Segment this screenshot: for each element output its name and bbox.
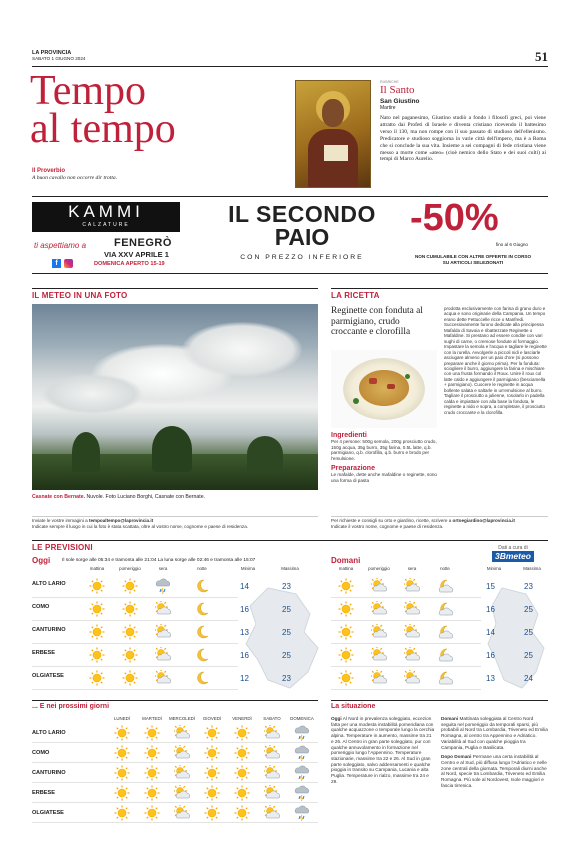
forecast-section-title: LE PREVISIONI	[32, 543, 93, 552]
ad-discount: -50%	[410, 197, 499, 239]
max-temperature: 25	[282, 605, 291, 614]
moon-cloud-icon	[437, 670, 453, 686]
ad-open: DOMENICA APERTO 15-19	[94, 261, 165, 267]
weekday-header: DOMENICA	[290, 716, 314, 721]
min-temperature: 16	[240, 651, 249, 660]
paper-name: LA PROVINCIA	[32, 50, 72, 56]
min-temperature: 13	[486, 674, 495, 683]
min-temperature: 12	[240, 674, 249, 683]
saint-name: San Giustino	[380, 98, 420, 105]
sun-cloud-icon	[264, 725, 280, 741]
sun-icon	[204, 765, 220, 781]
saint-body: Nato nel paganesimo, Giustino studiò a fondo i filosofi greci, poi viene attratto dai Profeti di Israele e diventa cristiano ricevendo il battesimo verso il 130, ma non rompe con il suo passato di studioso dell'ellenismo. Predicatore e studioso soggiornа in varie città dell'impero, ma è a Roma che si conclude la sua vita. Insieme a sei compagni di fede cristiana viene messo a morte come «ateo» (cioè nemico dello Stato e dei suoi culti) ai tempi di Marco Aurelio.	[380, 115, 546, 163]
weekday-header: GIOVEDÌ	[202, 716, 222, 721]
saint-section: Il Santo	[380, 84, 415, 96]
sun-cloud-icon	[155, 670, 171, 686]
proverb	[32, 168, 117, 181]
min-temperature: 16	[486, 605, 495, 614]
sun-cloud-icon	[404, 624, 420, 640]
sun-cloud-icon	[174, 785, 190, 801]
sun-cloud-icon	[404, 647, 420, 663]
max-temperature: 25	[282, 651, 291, 660]
min-temperature: 16	[240, 605, 249, 614]
sun-icon	[234, 725, 250, 741]
masthead	[32, 50, 85, 62]
moon-icon	[194, 647, 210, 663]
sun-icon	[144, 745, 160, 761]
forecast-city: ALTO LARIO	[32, 581, 66, 587]
sun-icon	[144, 785, 160, 801]
max-temperature: 23	[282, 582, 291, 591]
forecast-column-header: sera	[158, 566, 168, 571]
moon-cloud-icon	[437, 578, 453, 594]
sun-cloud-icon	[404, 601, 420, 617]
sun-icon	[114, 805, 130, 821]
sun-icon	[144, 725, 160, 741]
sun-icon	[204, 805, 220, 821]
sun-icon	[89, 647, 105, 663]
sun-moon-times: Il sole sorge alle 05:34 e tramonta alle 21:04 La luna sorge alle 02:46 e tramonta alle 15:07	[62, 558, 256, 563]
sun-icon	[338, 624, 354, 640]
instagram-icon[interactable]	[64, 259, 73, 268]
sun-cloud-icon	[174, 805, 190, 821]
weekday-header: VENERDÌ	[232, 716, 252, 721]
sun-icon	[122, 601, 138, 617]
moon-cloud-icon	[437, 624, 453, 640]
sun-icon	[114, 785, 130, 801]
preparation-text: Le mafalde, dette anche mafaldine o reginette, sono una forma di pasta	[331, 472, 437, 483]
sun-cloud-icon	[155, 624, 171, 640]
sun-cloud-icon	[264, 805, 280, 821]
max-temperature: 25	[524, 651, 533, 660]
recipe-email-link[interactable]: ortoegiardino@laprovincia.it	[452, 518, 515, 523]
proverb-label: Il Proverbio	[32, 168, 66, 174]
moon-cloud-icon	[437, 601, 453, 617]
page-number: 51	[535, 49, 548, 64]
min-temperature: 16	[486, 651, 495, 660]
ingredients-text: Per 4 persone: 500g semola, 200g prosciutto crudo, 150g acqua, 35g burro, 35g farina, 0.5L latte, q.b. parmigiano, q.b. clorofilla, q.b. burro e brodo per l'emulsione.	[331, 439, 437, 461]
sun-cloud-icon	[155, 647, 171, 663]
today-label: Oggi	[32, 556, 51, 565]
forecast-city: OLGIATESE	[32, 673, 64, 679]
sun-icon	[204, 725, 220, 741]
cloud-rain-icon	[155, 578, 171, 594]
sun-cloud-icon	[264, 745, 280, 761]
min-temperature: 14	[240, 582, 249, 591]
sun-cloud-icon	[264, 785, 280, 801]
forecast-city: COMO	[32, 604, 50, 610]
sun-cloud-icon	[264, 765, 280, 781]
weekday-header: LUNEDÌ	[113, 716, 131, 721]
sun-icon	[144, 805, 160, 821]
forecast-column-header: notte	[197, 566, 207, 571]
week-city: COMO	[32, 750, 50, 756]
forecast-column-header: Minima	[240, 566, 256, 571]
max-temperature: 23	[282, 674, 291, 683]
ad-street: VIA XXV APRILE 1	[104, 250, 169, 259]
forecast-column-header: Massima	[281, 566, 299, 571]
situation-tomorrow: Domani Mattinata soleggiata al Centro Nord seguita nel pomeriggio da temporali sparsi, più probabili al Nord tra Lombardia, Triveneto ed Emilia Romagna, al centro tra Appennino e Adriatico. Variabilità al Sud con qualche pioggia tra Campania, Puglia e Basilicata. Dopo Domani Permane una certa instabilità al Centro e al Sud, più diffusa lungo l'Adriatico e nelle zone centrali della giornata. Temporali diurni anche al Nord, specie tra Lombardia, Triveneto ed Emilia Romagna. Più sole al Nordovest, Isole maggiori e fascia tirrenica.	[441, 716, 548, 788]
moon-icon	[194, 578, 210, 594]
max-temperature: 25	[524, 605, 533, 614]
saint-block	[380, 80, 546, 163]
week-city: CANTURINO	[32, 770, 66, 776]
forecast-column-header: mattina	[89, 566, 105, 571]
sun-cloud-icon	[371, 670, 387, 686]
forecast-column-header: pomeriggio	[119, 566, 141, 571]
ad-town: FENEGRÒ	[114, 237, 172, 249]
sun-icon	[122, 647, 138, 663]
forecast-column-header: sera	[407, 566, 417, 571]
recipe-title: Reginette con fonduta al parmigiano, crudo croccante e clorofilla	[331, 306, 423, 338]
sun-cloud-icon	[155, 601, 171, 617]
weather-photo	[32, 304, 318, 490]
section-title: Tempo al tempo	[30, 68, 176, 152]
saint-portrait	[295, 80, 371, 188]
ingredients	[331, 432, 437, 484]
ingredients-label: Ingredienti	[331, 432, 367, 439]
ad-invite: ti aspettiamo a	[34, 241, 87, 250]
weekday-header: MARTEDÌ	[142, 716, 162, 721]
preparation-label: Preparazione	[331, 465, 375, 473]
sun-icon	[204, 785, 220, 801]
proverb-text: A buon cavallo non occorre dir trotta.	[32, 175, 118, 181]
cloud-rain-icon	[294, 745, 310, 761]
week-city: OLGIATESE	[32, 810, 64, 816]
forecast-column-header: pomeriggio	[368, 566, 390, 571]
sun-icon	[89, 670, 105, 686]
sun-icon	[122, 578, 138, 594]
sun-icon	[122, 670, 138, 686]
weekday-header: MERCOLEDÌ	[168, 716, 196, 721]
recipe-method: prodotta esclusivamente con farina di grano duro e acqua e sono originarie della Campania. Un tempo erano dette Fettuccelle ricce o Manfredi. Successivamente furono dedicate alla principessa Mafalda di Savoia e ribattezzate Reginette o Mafaldine. Si prestano ad essere condite con vari sughi di carne, o cremose fondute al formaggio. Impastare la semola e l'acqua e tagliare le reginette con la rurella. Avvolgerle a piccoli nidi e lasciarle asciugare almeno per un paio d'ore (si possono preparare anche il giorno prima). Per la fonduta: sciogliere il burro, aggiungere la farina e mischiare con una frusta formando il Roux. Unire il roux col latte caldo e aggiungere il parmigiano (besciamella + parmigiano). Cuocere le reginette in acqua bollente salata e saltarle in un'emulsione al burro. Tagliare il prosciutto a julienne, rosolarlo in padella calda e impiattare con alla base la fonduta, le reginette a nido e sopra, a completare, il prosciutto crudo croccante e la clorofilla.	[444, 306, 547, 415]
forecast-column-header: mattina	[338, 566, 354, 571]
sun-icon	[89, 624, 105, 640]
sun-cloud-icon	[174, 745, 190, 761]
sun-cloud-icon	[174, 765, 190, 781]
moon-icon	[194, 601, 210, 617]
sun-icon	[122, 624, 138, 640]
cloud-rain-icon	[294, 785, 310, 801]
ad-disclaimer: NON CUMULABILE CON ALTRE OFFERTE IN CORSO SU ARTICOLI SELEZIONATI	[414, 254, 532, 265]
sun-icon	[144, 765, 160, 781]
facebook-icon[interactable]: f	[52, 259, 61, 268]
cloud-rain-icon	[294, 805, 310, 821]
photo-section-title: IL METEO IN UNA FOTO	[32, 291, 128, 300]
tomorrow-label: Domani	[331, 556, 361, 565]
sun-cloud-icon	[174, 725, 190, 741]
sun-cloud-icon	[371, 647, 387, 663]
sun-cloud-icon	[371, 578, 387, 594]
photo-email-link[interactable]: tempoaltempo@laprovincia.it	[88, 518, 154, 523]
min-temperature: 13	[240, 628, 249, 637]
week-section-title: ... E nei prossimi giorni	[32, 703, 110, 710]
photo-caption: Casnate con Bernate. Nuvole. Foto Luciano Borghi, Casnate con Bernate.	[32, 494, 206, 500]
situation-section-title: La situazione	[331, 703, 376, 710]
forecast-column-header: Minima	[486, 566, 502, 571]
photo-invite: Inviate le vostre immagini a tempoaltempo@laprovincia.it Indicate sempre il luogo in cui la foto è stata scattata, oltre al vostro nome, cognome e paese di residenza.	[32, 518, 249, 529]
ad-brand: KAMMI	[68, 202, 144, 221]
advertisement	[32, 196, 548, 274]
sun-icon	[234, 805, 250, 821]
ad-brand-sub: CALZATURE	[82, 222, 130, 228]
forecast-credit: Dati a cura di 3Bmeteo	[492, 545, 534, 562]
max-temperature: 24	[524, 674, 533, 683]
sun-icon	[234, 785, 250, 801]
saint-role: Martire	[380, 105, 396, 111]
cloud-rain-icon	[294, 725, 310, 741]
week-city: ERBESE	[32, 790, 56, 796]
sun-icon	[338, 578, 354, 594]
sun-icon	[114, 725, 130, 741]
issue-date: SABATO 1 GIUGNO 2024	[32, 56, 86, 61]
max-temperature: 23	[524, 582, 533, 591]
sun-icon	[338, 601, 354, 617]
recipe-photo	[331, 350, 437, 428]
sun-icon	[114, 745, 130, 761]
sun-cloud-icon	[371, 624, 387, 640]
sun-icon	[234, 745, 250, 761]
moon-icon	[194, 670, 210, 686]
ad-headline: IL SECONDO PAIO CON PREZZO INFERIORE	[228, 201, 376, 261]
moon-icon	[194, 624, 210, 640]
max-temperature: 25	[282, 628, 291, 637]
max-temperature: 25	[524, 628, 533, 637]
saint-kicker: RUBRICHE	[380, 80, 399, 84]
min-temperature: 14	[486, 628, 495, 637]
sun-icon	[204, 745, 220, 761]
sun-icon	[234, 765, 250, 781]
ad-brand-box	[32, 202, 180, 232]
sun-cloud-icon	[404, 670, 420, 686]
forecast-column-header: Massima	[523, 566, 541, 571]
sun-cloud-icon	[371, 601, 387, 617]
ad-until: fino al 6 Giugno	[495, 242, 528, 247]
recipe-section-title: LA RICETTA	[331, 291, 380, 300]
cloud-rain-icon	[294, 765, 310, 781]
top-rule	[32, 66, 548, 67]
sun-icon	[114, 765, 130, 781]
weekday-header: SABATO	[263, 716, 281, 721]
forecast-city: ERBESE	[32, 650, 56, 656]
min-temperature: 15	[486, 582, 495, 591]
forecast-column-header: notte	[440, 566, 450, 571]
forecast-city: CANTURINO	[32, 627, 66, 633]
sun-icon	[89, 578, 105, 594]
moon-cloud-icon	[437, 647, 453, 663]
meteo-logo: 3Bmeteo	[492, 551, 534, 562]
recipe-invite: Per richieste e consigli su orto e giardino, ricette, scrivere a ortoegiardino@laprovincia.it Indicate il vostro nome, cognome e paese di residenza.	[331, 518, 515, 529]
sun-cloud-icon	[404, 578, 420, 594]
sun-icon	[89, 601, 105, 617]
sun-icon	[338, 647, 354, 663]
sun-icon	[338, 670, 354, 686]
week-city: ALTO LARIO	[32, 730, 66, 736]
situation-today: Oggi Al Nord in prevalenza soleggiato, eccezion fatta per una modesta instabilità pomeridiana con qualche acquazzone o temporale lungo la cerchia alpina. Temperature in aumento, massime tra 21 e 26. Al Centro in gran parte soleggiato, pur con qualche annuvolamento in formazione nel pomeriggio lungo l'Appennino. Temperature stazionarie, massime tra 22 e 26. Al Sud in gran parte soleggiato, salvo addensamenti e qualche pioggia in transito su Campania, Lucania e alta Puglia. Temperature in rialzo, massime tra 24 e 29.	[331, 716, 435, 784]
